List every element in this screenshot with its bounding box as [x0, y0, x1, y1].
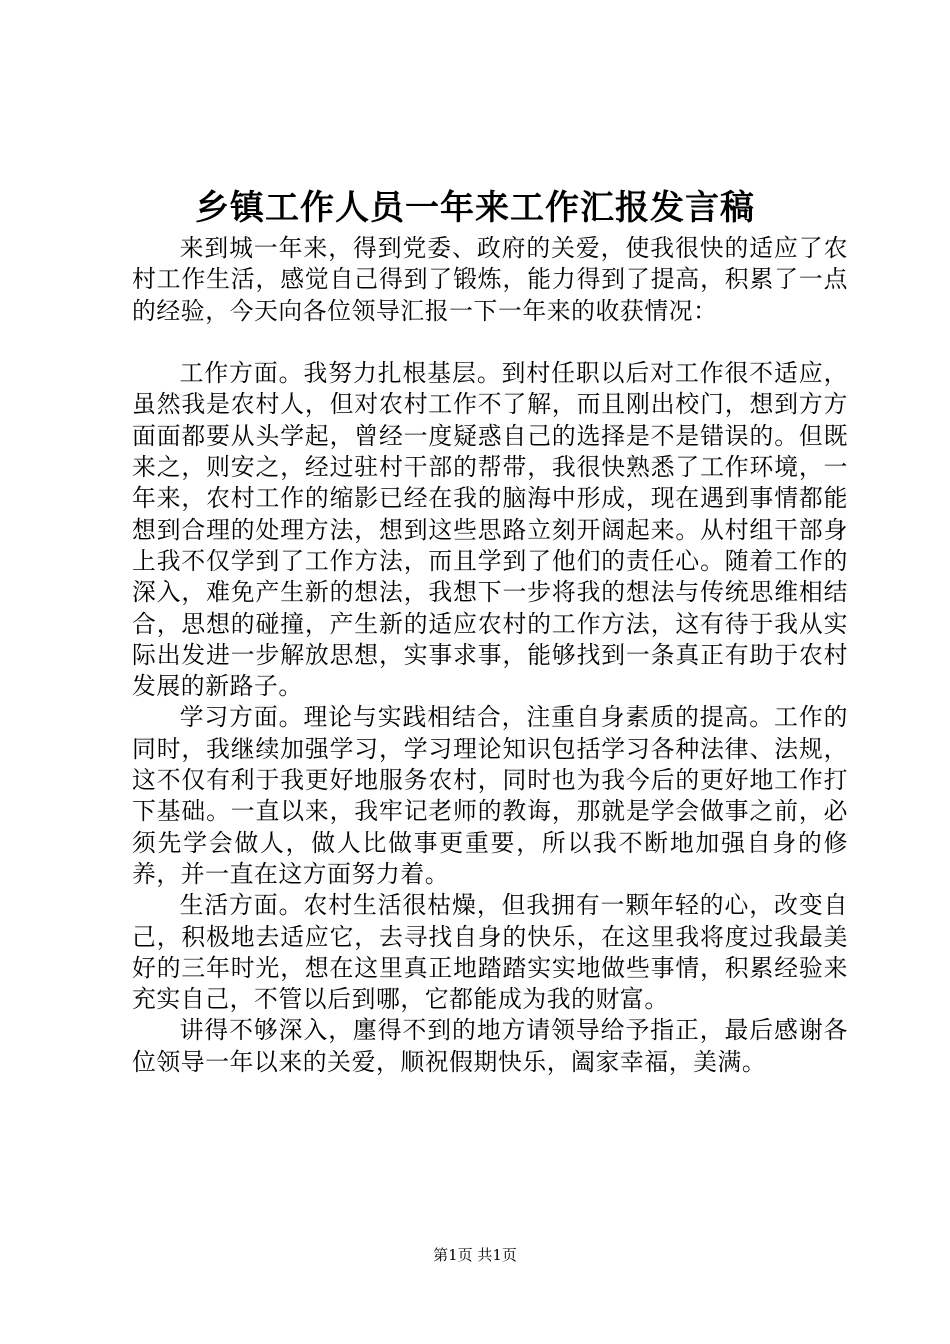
paragraph-life: 生活方面。农村生活很枯燥，但我拥有一颗年轻的心，改变自己，积极地去适应它，去寻找自身的快乐，在这里我将度过我最美好的三年时光，想在这里真正地踏踏实实地做些事情，积累经验来充实自己，不管以后到哪，它都能成为我的财富。: [132, 891, 848, 1014]
paragraph-intro: 来到城一年来，得到党委、政府的关爱，使我很快的适应了农村工作生活，感觉自己得到了锻炼，能力得到了提高，积累了一点的经验，今天向各位领导汇报一下一年来的收获情况：: [132, 234, 848, 325]
page-number-footer: 第1页 共1页: [433, 1246, 517, 1264]
paragraph-study: 学习方面。理论与实践相结合，注重自身素质的提高。工作的同时，我继续加强学习，学习理论知识包括学习各种法律、法规，这不仅有利于我更好地服务农村，同时也为我今后的更好地工作打下基础。一直以来，我牢记老师的教诲，那就是学会做事之前，必须先学会做人，做人比做事更重要，所以我不断地加强自身的修养，并一直在这方面努力着。: [132, 703, 848, 888]
document-body: [132, 233, 848, 1078]
document-title: 乡镇工作人员一年来工作汇报发言稿: [195, 188, 755, 228]
paragraph-work: 工作方面。我努力扎根基层。到村任职以后对工作很不适应，虽然我是农村人，但对农村工作不了解，而且刚出校门，想到方方面面都要从头学起，曾经一度疑惑自己的选择是不是错误的。但既来之，则安之，经过驻村干部的帮带，我很快熟悉了工作环境，一年来，农村工作的缩影已经在我的脑海中形成，现在遇到事情都能想到合理的处理方法，想到这些思路立刻开阔起来。从村组干部身上我不仅学到了工作方法，而且学到了他们的责任心。随着工作的深入，难免产生新的想法，我想下一步将我的想法与传统思维相结合，思想的碰撞，产生新的适应农村的工作方法，这有待于我从实际出发进一步解放思想，实事求事，能够找到一条真正有助于农村发展的新路子。: [132, 359, 848, 701]
paragraph-closing: 讲得不够深入，廛得不到的地方请领导给予指正，最后感谢各位领导一年以来的关爱，顺祝假期快乐，阖家幸福，美满。: [132, 1016, 848, 1076]
